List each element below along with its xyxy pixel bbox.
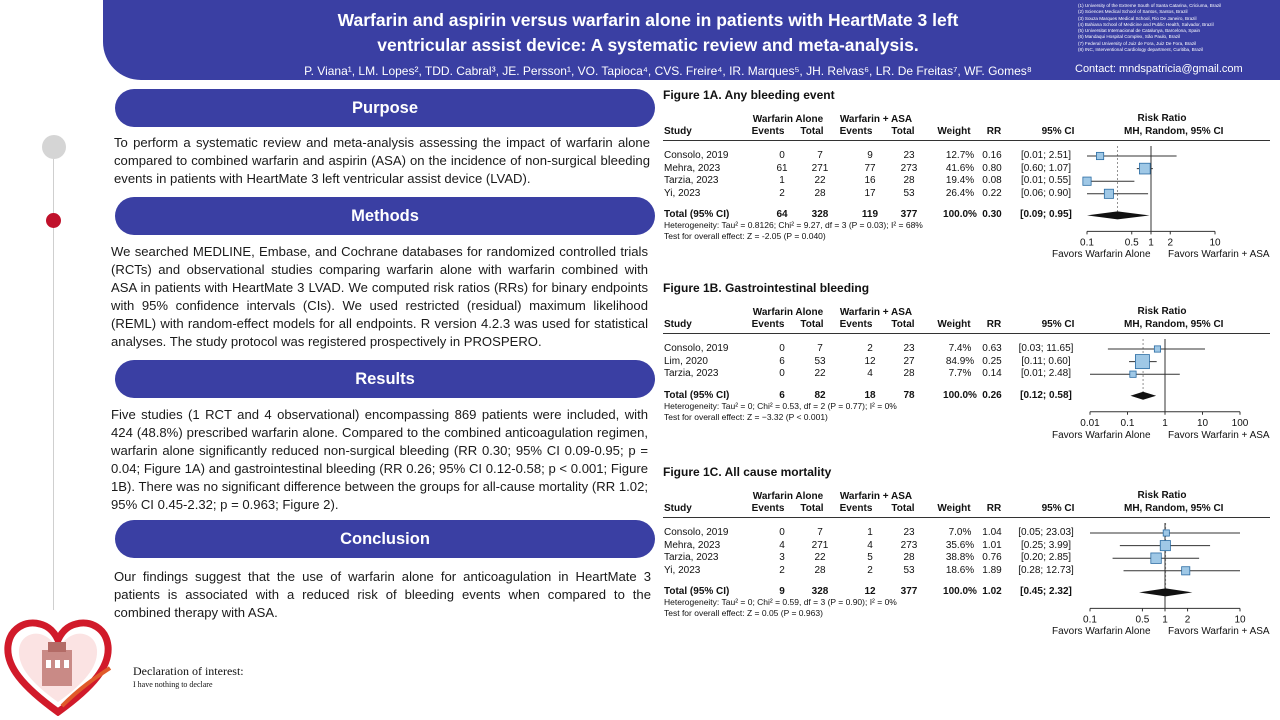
ci-value: [0.01; 2.48] [1020, 368, 1072, 380]
events-2: 4 [867, 539, 873, 551]
header-risk-ratio: Risk Ratio [1137, 490, 1187, 501]
total-1: 28 [814, 564, 826, 576]
total-weight: 100.0% [943, 389, 977, 401]
total-label: Total (95% CI) [664, 389, 730, 401]
rr-value: 0.22 [982, 187, 1002, 199]
total-label: Total (95% CI) [664, 209, 730, 221]
conclusion-heading: Conclusion [115, 520, 655, 558]
total-1: 271 [811, 162, 829, 174]
weight: 41.6% [945, 162, 975, 174]
heterogeneity-text: Heterogeneity: Tau² = 0.8126; Chi² = 9.27, df = 3 (P = 0.03); I² = 68% [664, 220, 923, 231]
poster-title [103, 8, 1193, 58]
total-1: 53 [814, 355, 826, 367]
header-events: Events [751, 319, 785, 330]
rr-value: 0.25 [982, 355, 1002, 367]
contact-email: Contact: mndspatricia@gmail.com [1075, 63, 1243, 75]
rr-value: 1.04 [982, 527, 1002, 538]
total-1: 22 [814, 368, 826, 380]
ci-value: [0.28; 12.73] [1018, 564, 1074, 576]
weight: 7.4% [948, 343, 972, 354]
x-axis-tick-label: 0.5 [1124, 237, 1139, 249]
events-1: 0 [779, 368, 785, 380]
favors-left-label: Favors Warfarin Alone [1052, 249, 1151, 261]
results-heading: Results [115, 360, 655, 398]
study-estimate-box [1139, 163, 1150, 174]
x-axis-tick-label: 2 [1167, 237, 1174, 249]
overall-effect-text: Test for overall effect: Z = −3.32 (P < 0.001) [664, 411, 828, 422]
header-ci: 95% CI [1041, 126, 1075, 137]
header-events: Events [839, 503, 873, 514]
x-axis-tick-label: 2 [1184, 614, 1191, 626]
weight: 19.4% [945, 175, 975, 187]
x-axis-tick-label: 10 [1196, 417, 1209, 429]
rr-value: 0.76 [982, 552, 1002, 564]
header-rr: RR [986, 126, 1002, 137]
header-total: Total [800, 319, 824, 330]
total-total-2: 377 [900, 209, 918, 221]
total-ci: [0.09; 0.95] [1020, 209, 1072, 221]
rr-value: 0.08 [982, 175, 1002, 187]
total-1: 22 [814, 175, 826, 187]
total-label: Total (95% CI) [664, 586, 730, 598]
x-axis-tick-label: 0.1 [1080, 237, 1094, 249]
header-total: Total [800, 126, 824, 137]
study-estimate-box [1130, 371, 1136, 377]
weight: 84.9% [945, 355, 975, 367]
study-name: Mehra, 2023 [664, 162, 721, 174]
header-study: Study [664, 319, 692, 330]
study-name: Yi, 2023 [664, 187, 701, 199]
events-1: 4 [779, 539, 785, 551]
favors-right-label: Favors Warfarin + ASA [1168, 429, 1270, 441]
total-ci: [0.45; 2.32] [1020, 586, 1072, 598]
x-axis-tick-label: 100 [1231, 417, 1249, 429]
header-ci: 95% CI [1041, 503, 1075, 514]
total-2: 23 [903, 527, 915, 538]
header-events: Events [839, 126, 873, 137]
header-rr: RR [986, 319, 1002, 330]
heterogeneity-text: Heterogeneity: Tau² = 0; Chi² = 0.59, df = 3 (P = 0.90); I² = 0% [664, 597, 897, 608]
timeline-dot-grey [42, 135, 66, 159]
methods-text: We searched MEDLINE, Embase, and Cochrane databases for randomized controlled trials (RCTs) and observational studies comparing warfarin alone with warfarin combined with ASA in patients with HeartMate 3 LVAD. We computed risk ratios (RRs) for binary endpoints with 95% confidence intervals (CIs). We used restricted (residual) maximum likelihood (REML) with random-effect models for all endpoints. R version 4.2.3 was used for statistical analyses. The study protocol was registered prospectively in PROSPERO. [111, 244, 648, 349]
affiliation-item: (5) Universitat Internacional de Catalunya, Barcelona, Spain [1078, 28, 1201, 34]
total-1: 28 [814, 187, 826, 199]
events-2: 16 [864, 175, 876, 187]
total-events-2: 119 [861, 209, 879, 221]
header-study: Study [664, 126, 692, 137]
events-2: 5 [867, 552, 873, 564]
declaration-heading: Declaration of interest: [133, 664, 244, 678]
study-estimate-box [1154, 346, 1160, 352]
total-2: 27 [903, 355, 915, 367]
study-estimate-box [1163, 530, 1169, 536]
ci-value: [0.06; 0.90] [1020, 187, 1072, 199]
header-group1: Warfarin Alone [752, 491, 824, 502]
weight: 38.8% [945, 552, 975, 564]
header-study: Study [664, 503, 692, 514]
affiliation-item: (2) Sciences Medical School of Santos, Santos, Brazil [1078, 9, 1188, 15]
total-2: 23 [903, 343, 915, 354]
header-events: Events [839, 319, 873, 330]
total-2: 53 [903, 187, 915, 199]
header-rr-method: MH, Random, 95% CI [1124, 503, 1224, 514]
study-name: Tarzia, 2023 [664, 175, 719, 187]
header-weight: Weight [937, 503, 971, 514]
events-1: 2 [779, 187, 785, 199]
weight: 12.7% [945, 150, 975, 161]
ci-value: [0.25; 3.99] [1020, 539, 1072, 551]
poster-header [103, 0, 1280, 80]
heterogeneity-text: Heterogeneity: Tau² = 0; Chi² = 0.53, df = 2 (P = 0.77); I² = 0% [664, 400, 897, 411]
total-1: 7 [817, 343, 823, 354]
rr-value: 0.14 [982, 368, 1002, 380]
pooled-diamond [1139, 588, 1192, 596]
header-risk-ratio: Risk Ratio [1137, 306, 1187, 317]
header-group2: Warfarin + ASA [839, 491, 913, 502]
x-axis-tick-label: 10 [1209, 237, 1221, 249]
ci-value: [0.01; 2.51] [1020, 150, 1072, 161]
header-ci: 95% CI [1041, 319, 1075, 330]
x-axis-tick-label: 0.5 [1135, 614, 1150, 626]
title-line-2: ventricular assist device: A systematic review and meta-analysis. [377, 35, 919, 55]
events-2: 77 [864, 162, 876, 174]
total-events-2: 12 [864, 586, 876, 598]
total-rr: 1.02 [982, 586, 1002, 598]
overall-effect-text: Test for overall effect: Z = 0.05 (P = 0.963) [664, 608, 823, 619]
study-estimate-box [1096, 152, 1103, 159]
affiliation-item: (1) University of the Extreme South of Santa Catarina, Criciuma, Brazil [1078, 3, 1222, 8]
study-name: Consolo, 2019 [664, 343, 729, 354]
total-2: 28 [903, 552, 915, 564]
weight: 35.6% [945, 539, 975, 551]
ci-value: [0.60; 1.07] [1020, 162, 1072, 174]
header-rr-method: MH, Random, 95% CI [1124, 319, 1224, 330]
header-group2: Warfarin + ASA [839, 307, 913, 318]
total-rr: 0.30 [982, 209, 1002, 221]
affiliations-list [1078, 3, 1278, 53]
total-total-1: 82 [814, 389, 826, 401]
events-2: 12 [864, 355, 876, 367]
events-2: 2 [867, 343, 873, 354]
authors-line: P. Viana¹, LM. Lopes², TDD. Cabral³, JE. Persson¹, VO. Tapioca⁴, CVS. Freire⁴, IR. Marques⁵, JH. Relvas⁶, LR. De Freitas⁷, WF. Gomes⁸ [304, 64, 1032, 78]
weight: 18.6% [945, 564, 975, 576]
study-estimate-box [1151, 553, 1161, 563]
pooled-diamond [1087, 211, 1150, 219]
timeline-line [53, 140, 54, 610]
ci-value: [0.20; 2.85] [1020, 552, 1072, 564]
rr-value: 0.63 [982, 343, 1002, 354]
study-name: Yi, 2023 [664, 564, 701, 576]
total-events-1: 9 [779, 586, 785, 598]
ci-value: [0.11; 0.60] [1021, 355, 1071, 367]
header-total: Total [800, 503, 824, 514]
rr-value: 0.80 [982, 162, 1002, 174]
total-weight: 100.0% [943, 209, 977, 221]
x-axis-tick-label: 1 [1162, 614, 1168, 626]
total-2: 28 [903, 368, 915, 380]
header-rule [663, 333, 1270, 334]
header-total: Total [891, 503, 915, 514]
total-events-1: 64 [776, 209, 788, 221]
events-1: 0 [779, 527, 785, 538]
study-name: Lim, 2020 [664, 355, 708, 367]
title-line-1: Warfarin and aspirin versus warfarin alone in patients with HeartMate 3 left [337, 10, 959, 30]
affiliation-item: (4) Bahiana School of Medicine and Public Health, Salvador, Brazil [1078, 21, 1214, 27]
events-2: 2 [867, 564, 873, 576]
x-axis-tick-label: 10 [1234, 614, 1246, 626]
events-2: 9 [867, 150, 873, 161]
conclusion-text: Our findings suggest that the use of warfarin alone for anticoagulation in HeartMate 3 patients is associated with a reduced risk of bleeding events when compared to the combined therapy with ASA. [114, 569, 651, 620]
total-total-2: 377 [900, 586, 918, 598]
study-name: Consolo, 2019 [664, 150, 729, 161]
header-group1: Warfarin Alone [752, 307, 824, 318]
events-1: 61 [776, 162, 788, 174]
x-axis-tick-label: 0.01 [1080, 417, 1100, 429]
events-2: 4 [867, 368, 873, 380]
forest-title: Figure 1C. All cause mortality [663, 465, 832, 479]
study-name: Mehra, 2023 [664, 539, 721, 551]
study-name: Consolo, 2019 [664, 527, 729, 538]
total-1: 7 [817, 150, 823, 161]
study-estimate-box [1104, 189, 1113, 198]
total-total-1: 328 [811, 586, 829, 598]
favors-right-label: Favors Warfarin + ASA [1168, 626, 1270, 638]
events-2: 1 [867, 527, 873, 538]
total-events-2: 18 [864, 389, 876, 401]
ci-value: [0.03; 11.65] [1018, 343, 1074, 354]
forest-title: Figure 1B. Gastrointestinal bleeding [663, 281, 870, 295]
affiliation-item: (3) Souza Marques Medical School, Rio De Janeiro, Brazil [1078, 15, 1197, 21]
total-weight: 100.0% [943, 586, 977, 598]
purpose-heading: Purpose [115, 89, 655, 127]
declaration-text: I have nothing to declare [133, 680, 213, 689]
x-axis-tick-label: 0.1 [1120, 417, 1135, 429]
total-2: 273 [900, 539, 918, 551]
header-total: Total [891, 319, 915, 330]
study-estimate-box [1182, 567, 1190, 575]
total-2: 273 [900, 162, 918, 174]
study-name: Tarzia, 2023 [664, 552, 719, 564]
header-rr: RR [986, 503, 1002, 514]
x-axis-tick-label: 0.1 [1083, 614, 1097, 626]
timeline-dot-red [46, 213, 61, 228]
total-total-2: 78 [903, 389, 915, 401]
x-axis-tick-label: 1 [1148, 237, 1154, 249]
weight: 7.7% [948, 368, 972, 380]
x-axis-tick-label: 1 [1162, 417, 1168, 429]
forest-title: Figure 1A. Any bleeding event [663, 88, 835, 102]
header-events: Events [751, 503, 785, 514]
total-1: 271 [811, 539, 829, 551]
header-events: Events [751, 126, 785, 137]
rr-value: 0.16 [982, 150, 1002, 161]
total-total-1: 328 [811, 209, 829, 221]
rr-value: 1.01 [982, 539, 1002, 551]
weight: 7.0% [948, 527, 972, 538]
affiliation-item: (8) INC, Interventional Cardiology department, Curitiba, Brazil [1078, 47, 1204, 53]
heart-logo-icon [2, 616, 114, 716]
header-total: Total [891, 126, 915, 137]
events-1: 0 [779, 150, 785, 161]
weight: 26.4% [945, 187, 975, 199]
total-1: 22 [814, 552, 826, 564]
events-2: 17 [864, 187, 876, 199]
study-name: Tarzia, 2023 [664, 368, 719, 380]
methods-heading: Methods [115, 197, 655, 235]
overall-effect-text: Test for overall effect: Z = -2.05 (P = 0.040) [664, 231, 826, 242]
header-risk-ratio: Risk Ratio [1137, 113, 1187, 124]
header-rule [663, 517, 1270, 518]
header-rule [663, 140, 1270, 141]
affiliation-item: (7) Federal University of Juiz de Fora, Juiz De Fora, Brazil [1078, 40, 1197, 46]
affiliation-item: (6) Mandaqui Hospital Complex, São Paulo, Brazil [1078, 34, 1181, 40]
total-2: 28 [903, 175, 915, 187]
favors-left-label: Favors Warfarin Alone [1052, 429, 1151, 441]
events-1: 2 [779, 564, 785, 576]
events-1: 1 [779, 175, 785, 187]
header-group1: Warfarin Alone [752, 114, 824, 125]
events-1: 0 [779, 343, 785, 354]
rr-value: 1.89 [982, 564, 1002, 576]
header-group2: Warfarin + ASA [839, 114, 913, 125]
purpose-text: To perform a systematic review and meta-analysis assessing the impact of warfarin alone compared to combined warfarin and aspirin (ASA) on the incidence of non-surgical bleeding events in patients with HeartMate 3 left ventricular assist device (LVAD). [114, 135, 650, 186]
header-weight: Weight [937, 319, 971, 330]
study-estimate-box [1160, 541, 1170, 551]
total-ci: [0.12; 0.58] [1020, 389, 1072, 401]
results-text: Five studies (1 RCT and 4 observational) encompassing 869 patients were included, with 424 (48.8%) prescribed warfarin alone. Compared to the combined anticoagulation regimen, warfarin alone significantly reduced non-surgical bleeding (RR 0.30; 95% CI 0.09-0.95; p = 0.04; Figure 1A) and gastrointestinal bleeding (RR 0.26; 95% CI 0.12-0.58; p < 0.001; Figure 1B). There was no significant difference between the groups for all-cause mortality (RR 1.02; 95% CI 0.45-2.32; p = 0.963; Figure 2). [111, 407, 648, 512]
ci-value: [0.05; 23.03] [1018, 527, 1074, 538]
header-weight: Weight [937, 126, 971, 137]
events-1: 3 [779, 552, 785, 564]
total-1: 7 [817, 527, 823, 538]
total-events-1: 6 [779, 389, 785, 401]
header-rr-method: MH, Random, 95% CI [1124, 126, 1224, 137]
total-2: 23 [903, 150, 915, 161]
favors-left-label: Favors Warfarin Alone [1052, 626, 1151, 638]
ci-value: [0.01; 0.55] [1020, 175, 1072, 187]
events-1: 6 [779, 355, 785, 367]
total-2: 53 [903, 564, 915, 576]
favors-right-label: Favors Warfarin + ASA [1168, 249, 1270, 261]
pooled-diamond [1130, 392, 1156, 400]
study-estimate-box [1135, 355, 1149, 369]
total-rr: 0.26 [982, 389, 1002, 401]
